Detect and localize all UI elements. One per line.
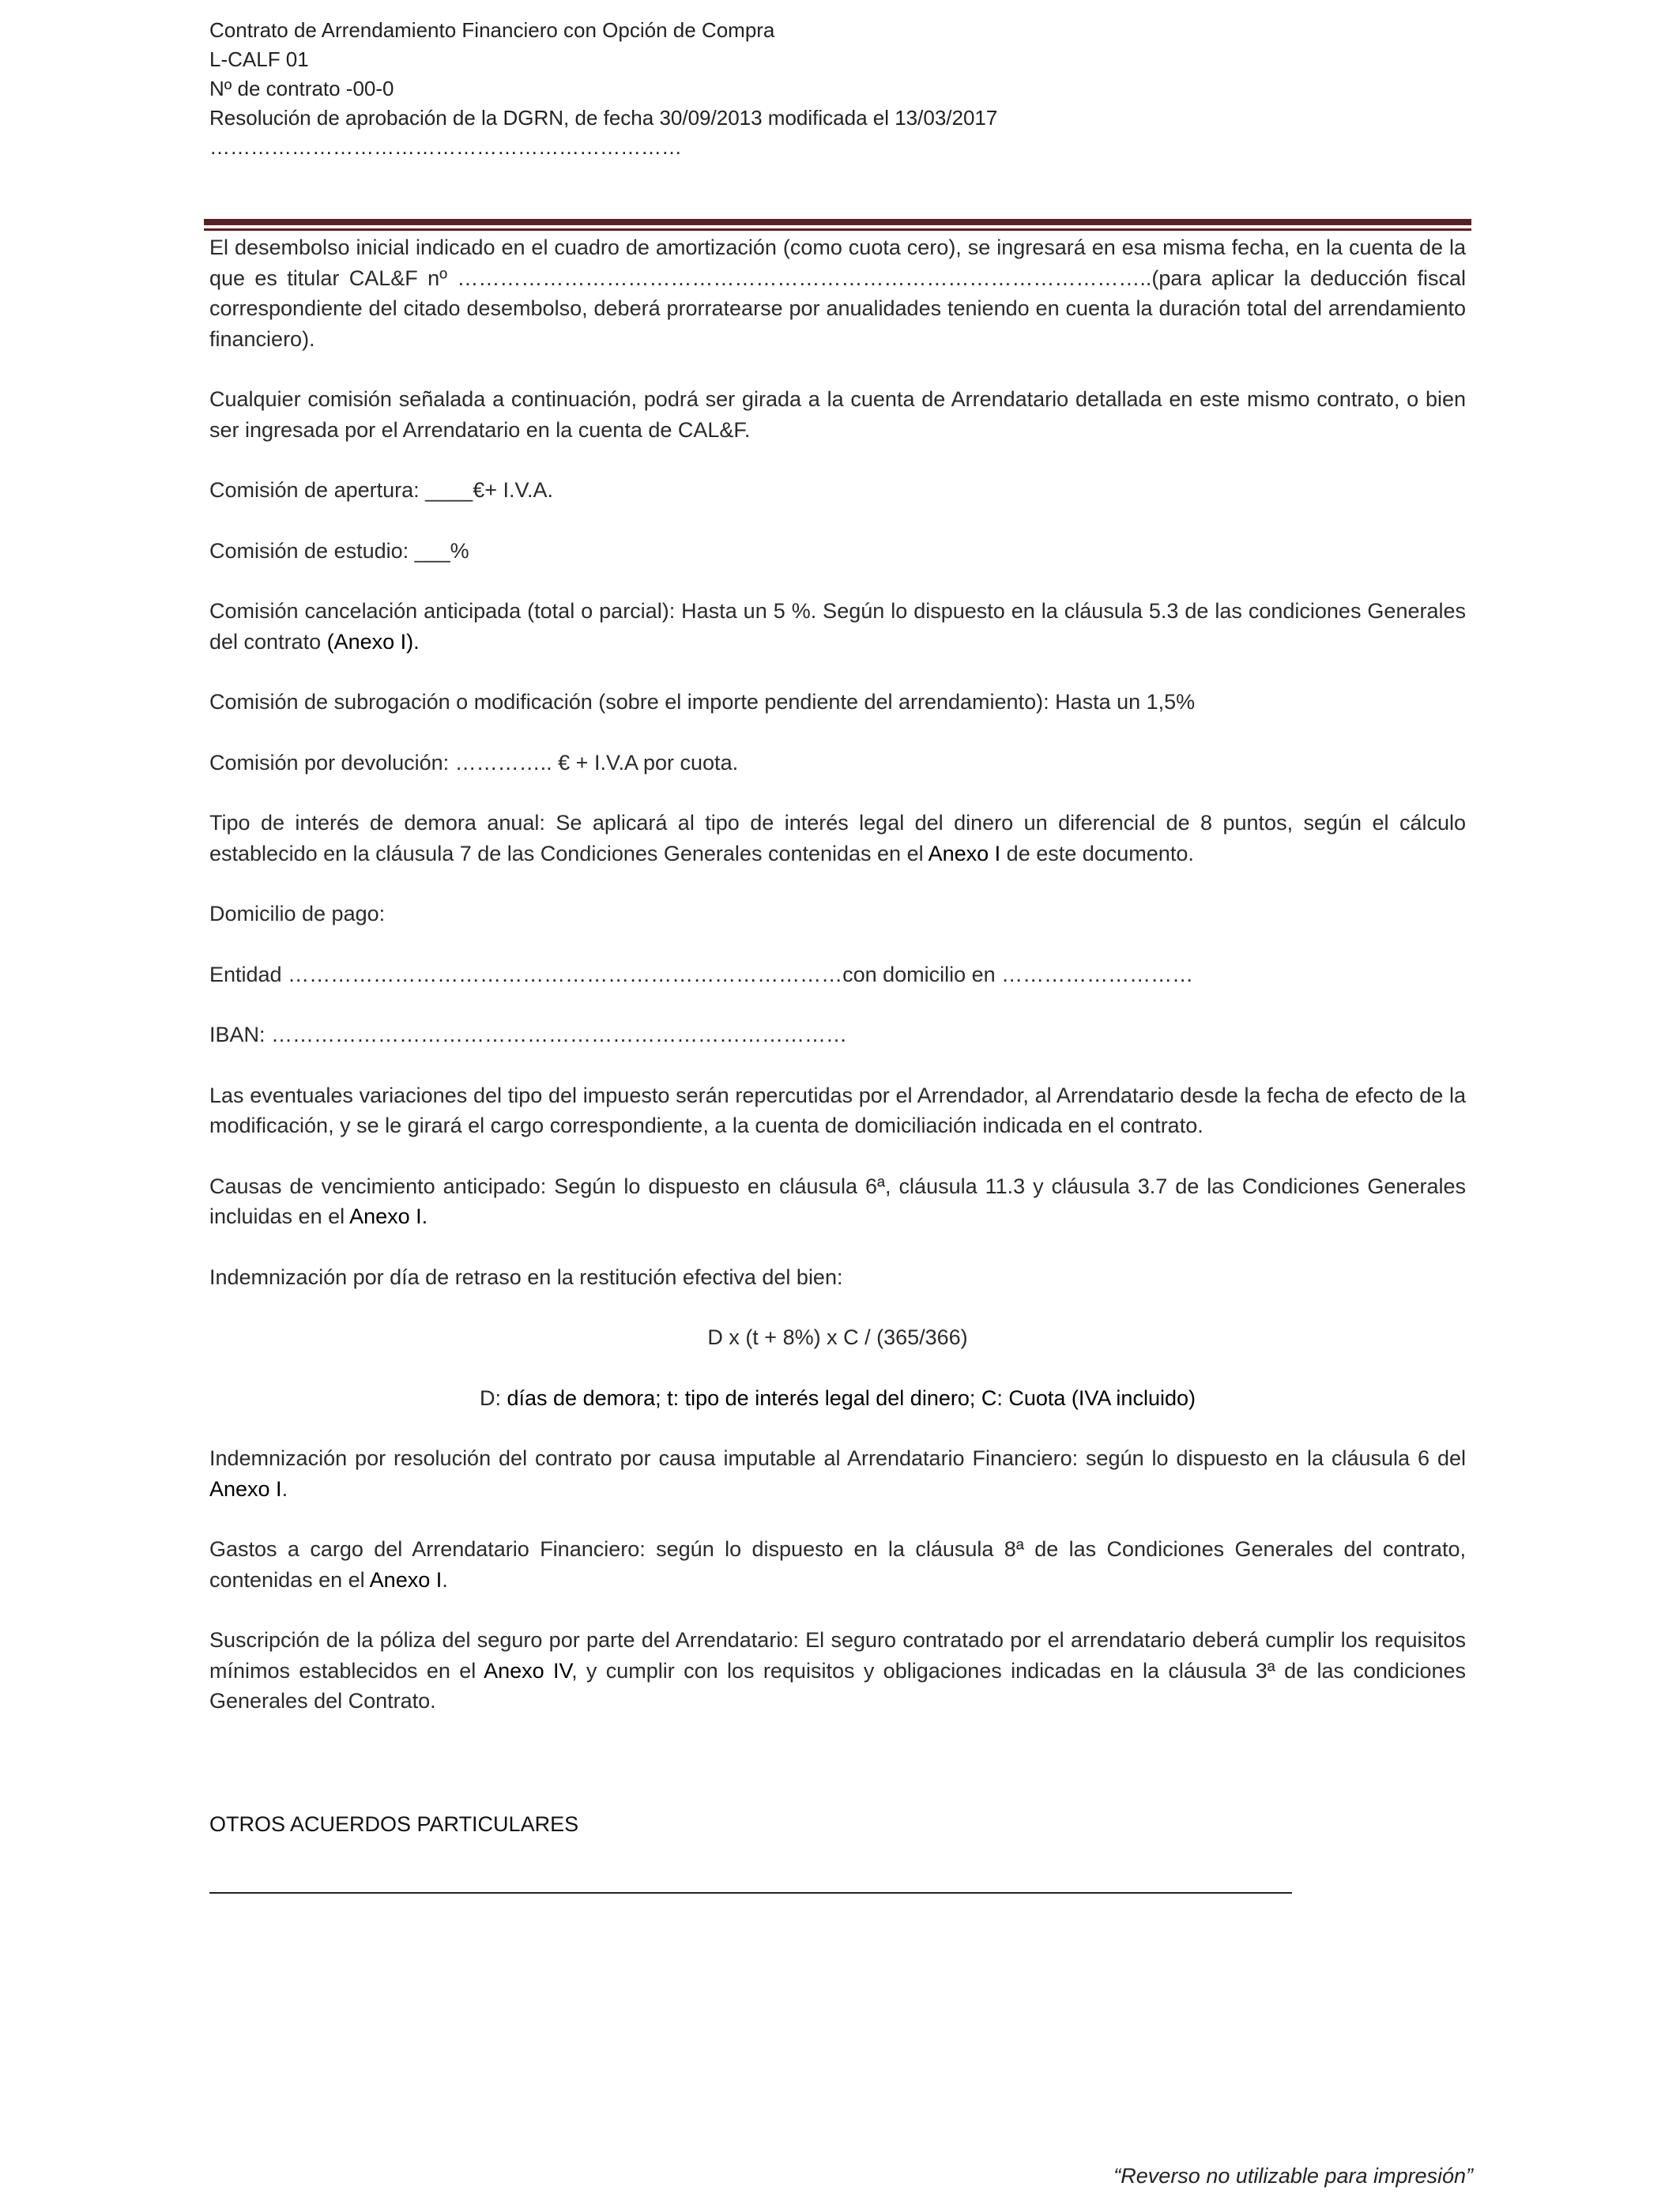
- paragraph-comision-apertura: Comisión de apertura: ____€+ I.V.A.: [209, 478, 554, 502]
- divider-thick: [204, 219, 1471, 225]
- annex-reference: Anexo I.: [349, 1204, 428, 1228]
- annex-reference: Anexo IV: [484, 1658, 572, 1683]
- paragraph-seguro: [209, 1625, 1466, 1717]
- contract-title: Contrato de Arrendamiento Financiero con Opción de Compra: [209, 18, 775, 42]
- paragraph-comision-estudio: Comisión de estudio: ___%: [209, 538, 469, 563]
- paragraph-interes-demora: [209, 808, 1466, 869]
- paragraph-cancelacion: [209, 596, 1466, 657]
- dgrn-resolution: Resolución de aprobación de la DGRN, de fecha 30/09/2013 modificada el 13/03/2017: [209, 106, 998, 130]
- otros-acuerdos-heading: OTROS ACUERDOS PARTICULARES: [209, 1812, 579, 1836]
- divider-thin: [204, 228, 1471, 231]
- header-dotted-line: ……………………………………………………………: [209, 135, 682, 159]
- paragraph-gastos: [209, 1534, 1466, 1595]
- contract-code: L-CALF 01: [209, 47, 309, 71]
- footer-note: “Reverso no utilizable para impresión”: [1113, 2164, 1473, 2188]
- paragraph-iban: IBAN: ………………………………………………………………………: [209, 1023, 848, 1046]
- interes-text-end: de este documento.: [1000, 841, 1194, 865]
- agreements-blank-line: [209, 1892, 1292, 1894]
- resolucion-end: .: [281, 1476, 288, 1501]
- annex-reference: Anexo I: [928, 841, 1001, 865]
- legend-text: días de demora; t: tipo de interés legal del dinero; C: Cuota (IVA incluido): [507, 1385, 1196, 1410]
- paragraph-entidad: Entidad ……………………………………………………………………con domicilio en ………………………: [209, 962, 1194, 986]
- interes-text: Tipo de interés de demora anual: Se aplicará al tipo de interés legal del dinero un diferencial de 8 puntos, según el cálculo establecido en la cláusula 7 de las Condiciones Generales contenidas en el: [209, 811, 1466, 865]
- paragraph-devolucion: Comisión por devolución: ………….. € + I.V.A por cuota.: [209, 750, 739, 775]
- paragraph-subrogacion: Comisión de subrogación o modificación (sobre el importe pendiente del arrendamiento): Hasta un 1,5%: [209, 690, 1196, 714]
- seguro-text: Suscripción de la póliza del seguro por parte del Arrendatario: El seguro contratado por el arrendatario deberá cumplir los requisitos mínimos establecidos en el: [209, 1628, 1466, 1683]
- paragraph-comision-intro: Cualquier comisión señalada a continuación, podrá ser girada a la cuenta de Arrendatario detallada en este mismo contrato, o bien ser ingresada por el Arrendatario en la cuenta de CAL&F.: [209, 387, 1466, 442]
- paragraph-desembolso: El desembolso inicial indicado en el cuadro de amortización (como cuota cero), se ingresará en esa misma fecha, en la cuenta de la que es titular CAL&F nº ……………………………………………………………………………………..(para aplicar la deducción fiscal correspondiente del citado desembolso, deberá prorratearse por anualidades teniendo en cuenta la duración total del arrendamiento financiero).: [209, 236, 1466, 351]
- paragraph-resolucion: [209, 1443, 1466, 1504]
- gastos-end: .: [442, 1567, 448, 1592]
- paragraph-causas: [209, 1171, 1466, 1232]
- document-header: [209, 16, 1474, 162]
- formula-legend: [209, 1383, 1466, 1414]
- formula: D x (t + 8%) x C / (365/366): [707, 1325, 968, 1349]
- annex-reference: Anexo I: [369, 1567, 443, 1592]
- cancelacion-text: Comisión cancelación anticipada (total o parcial): Hasta un 5 %. Según lo dispuesto en la cláusula 5.3 de las condiciones Generales del contrato: [209, 599, 1466, 654]
- resolucion-text: Indemnización por resolución del contrato por causa imputable al Arrendatario Financiero: según lo dispuesto en la cláusula 6 del: [209, 1446, 1466, 1470]
- paragraph-indemnizacion-retraso: Indemnización por día de retraso en la restitución efectiva del bien:: [209, 1265, 843, 1289]
- header-divider: [204, 219, 1471, 231]
- gastos-text: Gastos a cargo del Arrendatario Financiero: según lo dispuesto en la cláusula 8ª de las Condiciones Generales del contrato, contenidas en el: [209, 1537, 1466, 1592]
- paragraph-variaciones: Las eventuales variaciones del tipo del impuesto serán repercutidas por el Arrendador, al Arrendatario desde la fecha de efecto de la modificación, y se le girará el cargo correspondiente, a la cuenta de domiciliación indicada en el contrato.: [209, 1083, 1466, 1137]
- contract-body: [209, 232, 1466, 1747]
- paragraph-domicilio: Domicilio de pago:: [209, 902, 386, 925]
- seguro-text-end: , y cumplir con los requisitos y obligaciones indicadas en la cláusula 3ª de las condiciones Generales del Contrato.: [209, 1658, 1466, 1713]
- annex-reference: Anexo I: [209, 1476, 282, 1501]
- annex-reference: (Anexo I).: [326, 629, 420, 654]
- legend-prefix: D:: [479, 1385, 507, 1410]
- contract-number: Nº de contrato -00-0: [209, 77, 394, 100]
- causas-text: Causas de vencimiento anticipado: Según lo dispuesto en cláusula 6ª, cláusula 11.3 y cláusula 3.7 de las Condiciones Generales incluidas en el: [209, 1174, 1466, 1228]
